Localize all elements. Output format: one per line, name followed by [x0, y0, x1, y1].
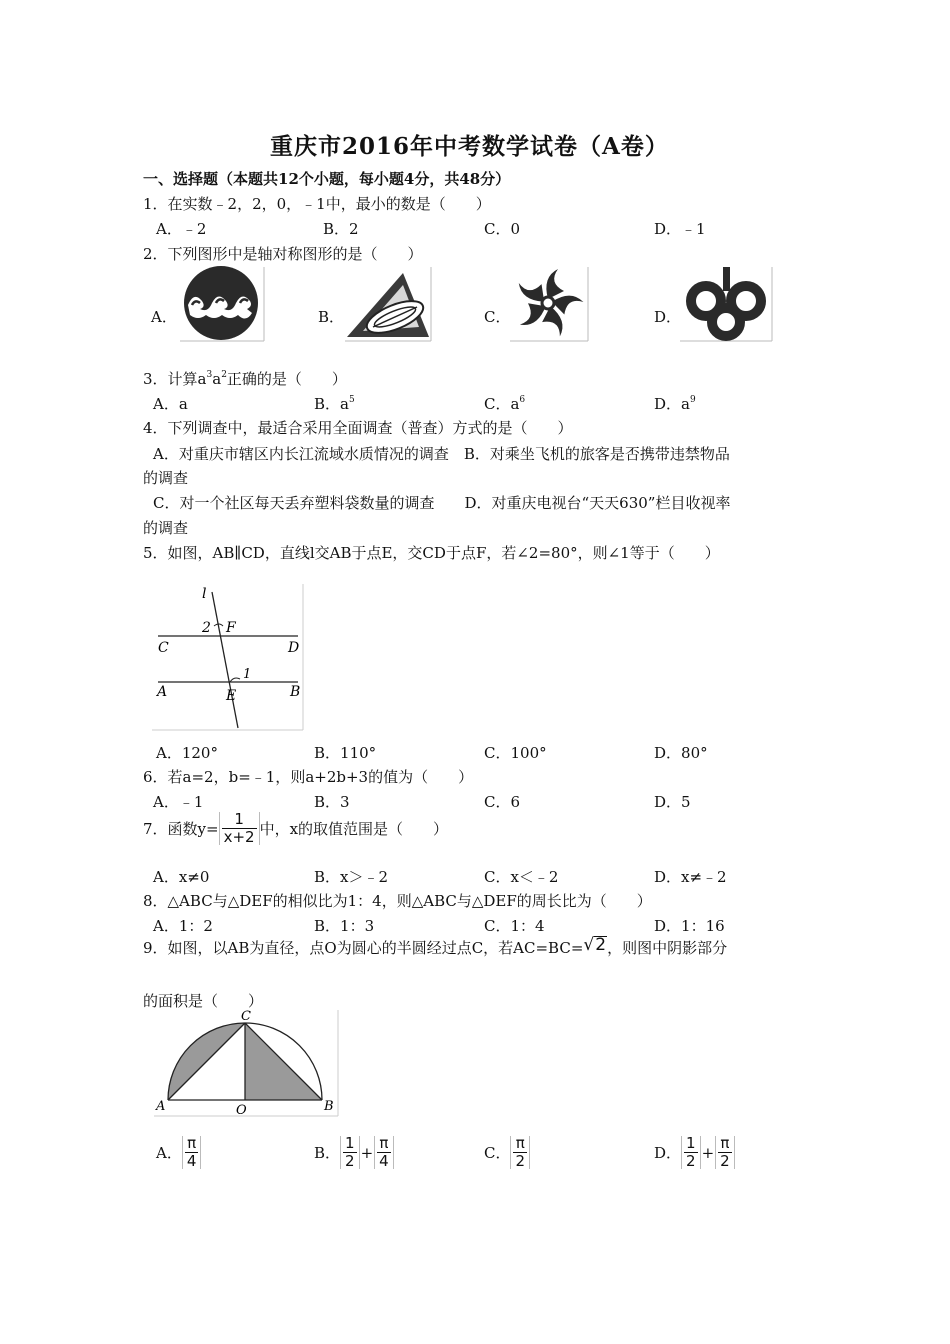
- q6-option-d[interactable]: D．5: [654, 793, 691, 811]
- wave-circle-figure[interactable]: [178, 265, 266, 343]
- q3-stem: 3．计算$a^3a^2$正确的是（ ）: [143, 370, 347, 388]
- semicircle-figure: [152, 1008, 340, 1118]
- q5-stem: 5．如图，AB∥CD，直线l交AB于点E，交CD于点F，若∠2=80°，则∠1等于（ ）: [143, 544, 720, 562]
- point-c-label: C: [241, 1009, 251, 1024]
- frac-1-2: $\frac{1}{2}$: [340, 1136, 360, 1169]
- page-title: 重庆市2016年中考数学试卷（A卷）: [270, 133, 669, 160]
- frac-pi-4: $\frac{\pi}{4}$: [182, 1136, 202, 1169]
- q3-option-d[interactable]: D．$a^9$: [654, 395, 696, 413]
- q7-option-a[interactable]: A．x≠0: [153, 868, 210, 886]
- q2-option-a[interactable]: A．: [151, 308, 177, 326]
- q1-option-a[interactable]: A．﹣2: [156, 220, 207, 238]
- q8-option-d[interactable]: D．1：16: [654, 917, 725, 935]
- q8-option-a[interactable]: A．1：2: [153, 917, 213, 935]
- q9-option-a[interactable]: A． $\frac{\pi}{4}$: [156, 1136, 201, 1169]
- angle-2-label: 2: [202, 620, 211, 636]
- q6-option-c[interactable]: C．6: [484, 793, 521, 811]
- point-b-label: B: [290, 684, 301, 700]
- frac-pi-2: $\frac{\pi}{2}$: [510, 1136, 530, 1169]
- q5-option-d[interactable]: D．80°: [654, 744, 708, 762]
- q7-option-c[interactable]: C．x＜﹣2: [484, 868, 559, 886]
- q4-options-line2: 的调查: [143, 469, 189, 487]
- q3-option-b[interactable]: B．$a^5$: [314, 395, 355, 413]
- frac-1-2: $\frac{1}{2}$: [681, 1136, 701, 1169]
- line-l-label: l: [202, 586, 207, 602]
- q7-fraction: $\frac{1}{x+2}$: [219, 812, 260, 845]
- q8-stem: 8．△ABC与△DEF的相似比为1：4，则△ABC与△DEF的周长比为（ ）: [143, 892, 652, 910]
- q5-option-b[interactable]: B．110°: [314, 744, 377, 762]
- q4-stem: 4．下列调查中，最适合采用全面调查（普查）方式的是（ ）: [143, 419, 573, 437]
- frac-pi-4: $\frac{\pi}{4}$: [374, 1136, 394, 1169]
- point-a-label: A: [157, 684, 168, 700]
- q9-option-c[interactable]: C． $\frac{\pi}{2}$: [484, 1136, 530, 1169]
- q6-option-a[interactable]: A．﹣1: [153, 793, 204, 811]
- q2-option-b[interactable]: B．: [318, 308, 345, 326]
- q1-option-c[interactable]: C．0: [484, 220, 521, 238]
- q1-option-b[interactable]: B．2: [323, 220, 359, 238]
- q1-option-d[interactable]: D．﹣1: [654, 220, 706, 238]
- q9-option-d[interactable]: D． $\frac{1}{2}$ + $\frac{\pi}{2}$: [654, 1136, 735, 1169]
- pinwheel-flower-figure[interactable]: [508, 265, 590, 343]
- q4-options-line4: 的调查: [143, 519, 189, 537]
- q7-stem: 7．函数y= $\frac{1}{x+2}$ 中，x的取值范围是（ ）: [143, 810, 449, 846]
- q8-option-b[interactable]: B．1：3: [314, 917, 375, 935]
- q2-option-d[interactable]: D．: [654, 308, 682, 326]
- q9-stem: 9．如图，以AB为直径，点O为圆心的半圆经过点C，若AC=BC= √ 2 ，则图中阴影部分: [143, 935, 728, 957]
- q9-option-b[interactable]: B． $\frac{1}{2}$ + $\frac{\pi}{4}$: [314, 1136, 394, 1169]
- point-a-label: A: [156, 1099, 166, 1114]
- q8-option-c[interactable]: C．1：4: [484, 917, 545, 935]
- q3-option-a[interactable]: A．a: [153, 395, 188, 413]
- q4-options-line3[interactable]: C．对一个社区每天丢弃塑料袋数量的调查 D．对重庆电视台“天天630”栏目收视率: [153, 494, 731, 512]
- sqrt-2: √ 2: [583, 935, 607, 955]
- point-c-label: C: [158, 640, 169, 656]
- frac-pi-2: $\frac{\pi}{2}$: [715, 1136, 735, 1169]
- section-heading: 一、选择题（本题共12个小题，每小题4分，共48分）: [143, 170, 511, 188]
- q3-option-c[interactable]: C．$a^6$: [484, 395, 526, 413]
- q6-stem: 6．若a=2，b=﹣1，则a+2b+3的值为（ ）: [143, 768, 474, 786]
- parallel-lines-figure: [150, 582, 305, 732]
- three-rings-figure[interactable]: [678, 265, 774, 343]
- q1-stem: 1．在实数﹣2，2，0，﹣1中，最小的数是（ ）: [143, 195, 491, 213]
- angle-1-label: 1: [243, 667, 252, 682]
- q2-stem: 2．下列图形中是轴对称图形的是（ ）: [143, 245, 423, 263]
- triangle-ellipse-figure[interactable]: [343, 265, 433, 343]
- q4-options-line1[interactable]: A．对重庆市辖区内长江流域水质情况的调查 B．对乘坐飞机的旅客是否携带违禁物品: [153, 445, 730, 463]
- point-f-label: F: [226, 620, 236, 636]
- point-b-label: B: [324, 1099, 334, 1114]
- q5-option-c[interactable]: C．100°: [484, 744, 547, 762]
- q5-option-a[interactable]: A．120°: [156, 744, 218, 762]
- q9-stem-line2: 的面积是（ ）: [143, 992, 264, 1010]
- q7-option-b[interactable]: B．x＞﹣2: [314, 868, 389, 886]
- q6-option-b[interactable]: B．3: [314, 793, 350, 811]
- point-d-label: D: [288, 640, 300, 656]
- q7-option-d[interactable]: D．x≠﹣2: [654, 868, 727, 886]
- point-e-label: E: [226, 688, 237, 704]
- q2-option-c[interactable]: C．: [484, 308, 511, 326]
- point-o-label: O: [236, 1103, 247, 1118]
